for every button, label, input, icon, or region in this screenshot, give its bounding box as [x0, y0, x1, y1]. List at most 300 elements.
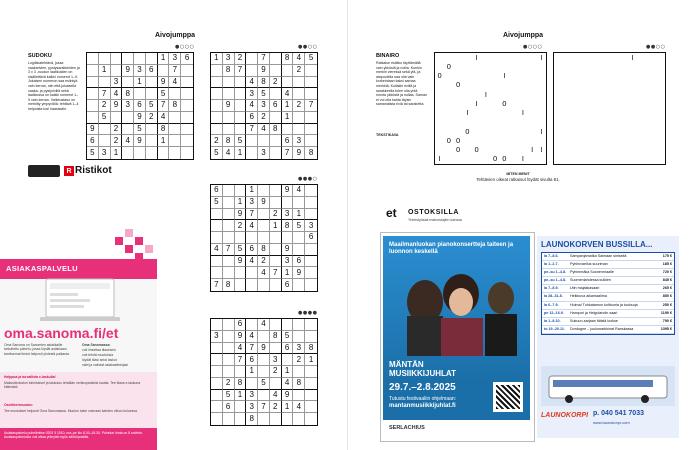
- sudoku-cell[interactable]: [169, 112, 181, 124]
- binairo-cell[interactable]: [600, 72, 609, 81]
- binairo-cell[interactable]: I: [540, 127, 543, 136]
- binairo-cell[interactable]: [537, 118, 546, 127]
- sudoku-cell[interactable]: [305, 279, 317, 291]
- binairo-cell[interactable]: [591, 53, 600, 62]
- launo-web[interactable]: www.launokorpi.com: [593, 420, 630, 425]
- binairo-cell[interactable]: [472, 118, 481, 127]
- sudoku-cell[interactable]: 6: [181, 53, 193, 65]
- sudoku-cell[interactable]: [211, 256, 223, 268]
- sudoku-cell[interactable]: 9: [282, 244, 294, 256]
- ad-url[interactable]: oma.sanoma.fi/et: [4, 325, 119, 341]
- sudoku-cell[interactable]: [211, 343, 223, 355]
- binairo-cell[interactable]: [573, 62, 582, 71]
- sudoku-cell[interactable]: [181, 88, 193, 100]
- sudoku-cell[interactable]: 8: [169, 100, 181, 112]
- binairo-cell[interactable]: 0: [446, 136, 452, 145]
- binairo-cell[interactable]: [554, 62, 563, 71]
- sudoku-cell[interactable]: 8: [270, 331, 282, 343]
- binairo-cell[interactable]: [656, 118, 665, 127]
- sudoku-cell[interactable]: 3: [169, 53, 181, 65]
- sudoku-cell[interactable]: 5: [146, 100, 158, 112]
- sudoku-cell[interactable]: [235, 267, 247, 279]
- binairo-cell[interactable]: [491, 81, 500, 90]
- binairo-cell[interactable]: [647, 136, 656, 145]
- binairo-cell[interactable]: [656, 136, 665, 145]
- binairo-cell[interactable]: [472, 81, 481, 90]
- binairo-cell[interactable]: [454, 127, 463, 136]
- sudoku-cell[interactable]: [305, 65, 317, 77]
- binairo-cell[interactable]: [528, 127, 537, 136]
- binairo-cell[interactable]: [435, 99, 444, 108]
- binairo-cell[interactable]: [491, 53, 500, 62]
- sudoku-cell[interactable]: [158, 147, 170, 159]
- binairo-cell[interactable]: [444, 118, 453, 127]
- sudoku-cell[interactable]: [134, 147, 146, 159]
- sudoku-cell[interactable]: [211, 100, 223, 112]
- sudoku-cell[interactable]: 5: [235, 244, 247, 256]
- sudoku-cell[interactable]: [246, 279, 258, 291]
- sudoku-cell[interactable]: [246, 65, 258, 77]
- sudoku-cell[interactable]: 6: [211, 185, 223, 197]
- binairo-cell[interactable]: [435, 53, 444, 62]
- binairo-cell[interactable]: [600, 53, 609, 62]
- binairo-cell[interactable]: [582, 62, 591, 71]
- binairo-cell[interactable]: [481, 62, 490, 71]
- binairo-cell[interactable]: [591, 109, 600, 118]
- sudoku-cell[interactable]: [169, 124, 181, 136]
- sudoku-cell[interactable]: 4: [293, 401, 305, 413]
- sudoku-cell[interactable]: [282, 413, 294, 425]
- sudoku-cell[interactable]: [122, 124, 134, 136]
- binairo-cell[interactable]: [463, 118, 472, 127]
- sudoku-cell[interactable]: [270, 256, 282, 268]
- sudoku-cell[interactable]: [305, 319, 317, 331]
- binairo-cell[interactable]: [573, 155, 582, 164]
- binairo-grid-1[interactable]: [434, 52, 547, 165]
- binairo-cell[interactable]: [518, 53, 527, 62]
- sudoku-cell[interactable]: [270, 197, 282, 209]
- binairo-cell[interactable]: [509, 136, 518, 145]
- binairo-cell[interactable]: [573, 109, 582, 118]
- sudoku-cell[interactable]: [282, 65, 294, 77]
- sudoku-cell[interactable]: 8: [223, 279, 235, 291]
- binairo-cell[interactable]: [554, 146, 563, 155]
- sudoku-cell[interactable]: 6: [223, 401, 235, 413]
- binairo-cell[interactable]: [591, 81, 600, 90]
- sudoku-cell[interactable]: 5: [305, 53, 317, 65]
- binairo-cell[interactable]: [518, 90, 527, 99]
- binairo-cell[interactable]: [518, 127, 527, 136]
- sudoku-cell[interactable]: 6: [87, 135, 99, 147]
- binairo-cell[interactable]: [537, 109, 546, 118]
- sudoku-cell[interactable]: [223, 267, 235, 279]
- binairo-cell[interactable]: [518, 118, 527, 127]
- sudoku-cell[interactable]: [235, 77, 247, 89]
- binairo-cell[interactable]: [600, 99, 609, 108]
- binairo-cell[interactable]: [537, 90, 546, 99]
- binairo-cell[interactable]: I: [540, 53, 543, 62]
- binairo-cell[interactable]: I: [438, 155, 441, 164]
- binairo-cell[interactable]: [573, 81, 582, 90]
- binairo-cell[interactable]: [528, 62, 537, 71]
- sudoku-cell[interactable]: 3: [122, 100, 134, 112]
- sudoku-cell[interactable]: 3: [246, 401, 258, 413]
- sudoku-cell[interactable]: [111, 53, 123, 65]
- binairo-cell[interactable]: [554, 90, 563, 99]
- sudoku-cell[interactable]: [223, 366, 235, 378]
- binairo-cell[interactable]: [647, 72, 656, 81]
- binairo-cell[interactable]: [563, 146, 572, 155]
- sudoku-cell[interactable]: [146, 135, 158, 147]
- binairo-cell[interactable]: [463, 146, 472, 155]
- binairo-cell[interactable]: [619, 99, 628, 108]
- binairo-cell[interactable]: [500, 136, 509, 145]
- sudoku-cell[interactable]: 6: [146, 65, 158, 77]
- sudoku-cell[interactable]: 6: [134, 100, 146, 112]
- sudoku-cell[interactable]: [134, 53, 146, 65]
- binairo-cell[interactable]: [647, 90, 656, 99]
- sudoku-cell[interactable]: [246, 232, 258, 244]
- sudoku-cell[interactable]: 9: [258, 65, 270, 77]
- sudoku-cell[interactable]: [305, 197, 317, 209]
- sudoku-cell[interactable]: [211, 354, 223, 366]
- binairo-cell[interactable]: [563, 136, 572, 145]
- binairo-cell[interactable]: [463, 72, 472, 81]
- sudoku-cell[interactable]: 1: [235, 147, 247, 159]
- sudoku-cell[interactable]: [293, 88, 305, 100]
- binairo-cell[interactable]: [628, 90, 637, 99]
- launo-phone[interactable]: p. 040 541 7033: [593, 410, 644, 417]
- sudoku-cell[interactable]: [223, 209, 235, 221]
- binairo-cell[interactable]: [637, 90, 646, 99]
- binairo-cell[interactable]: [500, 81, 509, 90]
- binairo-cell[interactable]: [619, 146, 628, 155]
- sudoku-cell[interactable]: [169, 135, 181, 147]
- sudoku-cell[interactable]: 9: [293, 147, 305, 159]
- binairo-cell[interactable]: [610, 53, 619, 62]
- binairo-cell[interactable]: I: [475, 99, 478, 108]
- sudoku-cell[interactable]: [146, 88, 158, 100]
- binairo-cell[interactable]: [435, 81, 444, 90]
- sudoku-cell[interactable]: [211, 112, 223, 124]
- sudoku-cell[interactable]: 4: [258, 319, 270, 331]
- sudoku-cell[interactable]: [134, 88, 146, 100]
- binairo-cell[interactable]: [491, 146, 500, 155]
- binairo-cell[interactable]: [554, 81, 563, 90]
- sudoku-cell[interactable]: [211, 124, 223, 136]
- binairo-cell[interactable]: [600, 127, 609, 136]
- binairo-cell[interactable]: [509, 155, 518, 164]
- sudoku-cell[interactable]: [270, 135, 282, 147]
- binairo-cell[interactable]: [600, 118, 609, 127]
- sudoku-cell[interactable]: [223, 319, 235, 331]
- binairo-cell[interactable]: [472, 90, 481, 99]
- binairo-cell[interactable]: [528, 99, 537, 108]
- binairo-cell[interactable]: [600, 146, 609, 155]
- binairo-cell[interactable]: [563, 127, 572, 136]
- binairo-cell[interactable]: [509, 99, 518, 108]
- binairo-cell[interactable]: [610, 81, 619, 90]
- binairo-cell[interactable]: [591, 72, 600, 81]
- binairo-cell[interactable]: [481, 53, 490, 62]
- sudoku-cell[interactable]: 6: [282, 343, 294, 355]
- sudoku-cell[interactable]: 2: [293, 100, 305, 112]
- binairo-cell[interactable]: [610, 109, 619, 118]
- binairo-cell[interactable]: [582, 81, 591, 90]
- binairo-cell[interactable]: [481, 109, 490, 118]
- sudoku-cell[interactable]: 8: [235, 378, 247, 390]
- sudoku-cell[interactable]: [258, 390, 270, 402]
- binairo-cell[interactable]: [481, 155, 490, 164]
- sudoku-cell[interactable]: [211, 232, 223, 244]
- binairo-cell[interactable]: [518, 136, 527, 145]
- sudoku-cell[interactable]: [293, 319, 305, 331]
- sudoku-cell[interactable]: 9: [235, 209, 247, 221]
- binairo-cell[interactable]: [656, 53, 665, 62]
- sudoku-cell[interactable]: 9: [223, 100, 235, 112]
- binairo-cell[interactable]: [637, 99, 646, 108]
- binairo-cell[interactable]: [537, 81, 546, 90]
- binairo-cell[interactable]: [582, 53, 591, 62]
- sudoku-cell[interactable]: [146, 147, 158, 159]
- sudoku-cell[interactable]: 2: [293, 65, 305, 77]
- binairo-cell[interactable]: [582, 109, 591, 118]
- sudoku-cell[interactable]: [282, 77, 294, 89]
- sudoku-cell[interactable]: [258, 279, 270, 291]
- sudoku-cell[interactable]: 4: [246, 256, 258, 268]
- binairo-cell[interactable]: 0: [502, 155, 507, 164]
- binairo-cell[interactable]: [554, 53, 563, 62]
- binairo-cell[interactable]: [500, 118, 509, 127]
- binairo-cell[interactable]: [537, 155, 546, 164]
- binairo-cell[interactable]: [573, 146, 582, 155]
- binairo-cell[interactable]: 0: [455, 146, 461, 155]
- sudoku-cell[interactable]: 2: [293, 354, 305, 366]
- binairo-cell[interactable]: [435, 62, 444, 71]
- binairo-cell[interactable]: [454, 53, 463, 62]
- binairo-cell[interactable]: [509, 62, 518, 71]
- sudoku-cell[interactable]: 7: [270, 267, 282, 279]
- sudoku-cell[interactable]: [270, 413, 282, 425]
- sudoku-cell[interactable]: 1: [235, 197, 247, 209]
- binairo-cell[interactable]: [582, 99, 591, 108]
- binairo-cell[interactable]: [528, 109, 537, 118]
- binairo-cell[interactable]: [518, 81, 527, 90]
- binairo-cell[interactable]: [491, 62, 500, 71]
- sudoku-cell[interactable]: 6: [282, 135, 294, 147]
- sudoku-cell[interactable]: 1: [282, 112, 294, 124]
- sudoku-cell[interactable]: [293, 112, 305, 124]
- sudoku-grid-2[interactable]: [210, 52, 318, 160]
- sudoku-cell[interactable]: 4: [169, 77, 181, 89]
- sudoku-cell[interactable]: 4: [293, 185, 305, 197]
- binairo-cell[interactable]: 0: [455, 81, 461, 90]
- binairo-cell[interactable]: [619, 62, 628, 71]
- sudoku-cell[interactable]: [258, 366, 270, 378]
- binairo-cell[interactable]: [563, 62, 572, 71]
- sudoku-cell[interactable]: [223, 88, 235, 100]
- sudoku-cell[interactable]: [211, 77, 223, 89]
- binairo-cell[interactable]: [509, 72, 518, 81]
- binairo-cell[interactable]: [563, 109, 572, 118]
- sudoku-cell[interactable]: 7: [258, 401, 270, 413]
- sudoku-cell[interactable]: 6: [246, 244, 258, 256]
- sudoku-cell[interactable]: 3: [293, 135, 305, 147]
- sudoku-cell[interactable]: [181, 112, 193, 124]
- sudoku-cell[interactable]: 5: [258, 88, 270, 100]
- binairo-cell[interactable]: [463, 99, 472, 108]
- binairo-cell[interactable]: [472, 72, 481, 81]
- binairo-cell[interactable]: [491, 127, 500, 136]
- sudoku-cell[interactable]: 6: [293, 256, 305, 268]
- binairo-cell[interactable]: [481, 72, 490, 81]
- binairo-cell[interactable]: [509, 53, 518, 62]
- sudoku-cell[interactable]: 5: [99, 112, 111, 124]
- binairo-cell[interactable]: [637, 53, 646, 62]
- binairo-cell[interactable]: [518, 72, 527, 81]
- sudoku-cell[interactable]: 7: [246, 343, 258, 355]
- binairo-cell[interactable]: [628, 118, 637, 127]
- sudoku-cell[interactable]: [223, 112, 235, 124]
- sudoku-cell[interactable]: [293, 279, 305, 291]
- binairo-cell[interactable]: [610, 99, 619, 108]
- binairo-cell[interactable]: [637, 146, 646, 155]
- binairo-cell[interactable]: [528, 136, 537, 145]
- sudoku-cell[interactable]: [258, 232, 270, 244]
- sudoku-cell[interactable]: [169, 88, 181, 100]
- binairo-cell[interactable]: [444, 81, 453, 90]
- sudoku-cell[interactable]: [270, 88, 282, 100]
- binairo-cell[interactable]: [463, 81, 472, 90]
- binairo-cell[interactable]: [444, 155, 453, 164]
- binairo-cell[interactable]: [435, 109, 444, 118]
- binairo-cell[interactable]: [619, 155, 628, 164]
- sudoku-cell[interactable]: [211, 88, 223, 100]
- sudoku-cell[interactable]: 6: [246, 112, 258, 124]
- binairo-cell[interactable]: 0: [455, 136, 461, 145]
- sudoku-cell[interactable]: [211, 209, 223, 221]
- sudoku-cell[interactable]: 8: [122, 88, 134, 100]
- binairo-cell[interactable]: [610, 127, 619, 136]
- sudoku-cell[interactable]: [211, 413, 223, 425]
- sudoku-cell[interactable]: [181, 100, 193, 112]
- binairo-cell[interactable]: [582, 127, 591, 136]
- sudoku-cell[interactable]: 2: [99, 100, 111, 112]
- sudoku-cell[interactable]: [270, 378, 282, 390]
- sudoku-cell[interactable]: [270, 244, 282, 256]
- binairo-cell[interactable]: [518, 99, 527, 108]
- sudoku-cell[interactable]: 2: [270, 77, 282, 89]
- sudoku-cell[interactable]: 4: [270, 390, 282, 402]
- binairo-cell[interactable]: [647, 127, 656, 136]
- sudoku-cell[interactable]: 3: [258, 100, 270, 112]
- binairo-cell[interactable]: 0: [446, 62, 452, 71]
- binairo-cell[interactable]: [573, 53, 582, 62]
- binairo-cell[interactable]: [600, 155, 609, 164]
- binairo-cell[interactable]: [491, 118, 500, 127]
- binairo-cell[interactable]: I: [503, 72, 506, 81]
- sudoku-cell[interactable]: 2: [111, 135, 123, 147]
- binairo-cell[interactable]: [454, 90, 463, 99]
- sudoku-cell[interactable]: 7: [99, 88, 111, 100]
- sudoku-cell[interactable]: 9: [282, 185, 294, 197]
- sudoku-cell[interactable]: 7: [211, 279, 223, 291]
- sudoku-cell[interactable]: [235, 100, 247, 112]
- sudoku-cell[interactable]: [246, 267, 258, 279]
- sudoku-cell[interactable]: 8: [293, 378, 305, 390]
- sudoku-cell[interactable]: 1: [158, 135, 170, 147]
- sudoku-cell[interactable]: 9: [293, 267, 305, 279]
- binairo-cell[interactable]: [454, 118, 463, 127]
- sudoku-cell[interactable]: 9: [134, 135, 146, 147]
- sudoku-cell[interactable]: 3: [99, 147, 111, 159]
- sudoku-cell[interactable]: 9: [158, 77, 170, 89]
- sudoku-cell[interactable]: 2: [111, 124, 123, 136]
- sudoku-grid-3[interactable]: [210, 184, 318, 292]
- binairo-cell[interactable]: [573, 136, 582, 145]
- binairo-cell[interactable]: [647, 99, 656, 108]
- sudoku-cell[interactable]: 9: [111, 100, 123, 112]
- binairo-cell[interactable]: 0: [474, 146, 479, 155]
- sudoku-cell[interactable]: [223, 220, 235, 232]
- sudoku-cell[interactable]: 3: [282, 209, 294, 221]
- sudoku-cell[interactable]: 3: [223, 53, 235, 65]
- sudoku-cell[interactable]: 1: [282, 366, 294, 378]
- sudoku-cell[interactable]: [122, 112, 134, 124]
- binairo-cell[interactable]: [628, 99, 637, 108]
- binairo-cell[interactable]: [573, 118, 582, 127]
- sudoku-cell[interactable]: 3: [134, 65, 146, 77]
- sudoku-cell[interactable]: [122, 53, 134, 65]
- binairo-cell[interactable]: [600, 90, 609, 99]
- sudoku-cell[interactable]: 5: [211, 147, 223, 159]
- sudoku-cell[interactable]: 9: [258, 197, 270, 209]
- binairo-cell[interactable]: [647, 81, 656, 90]
- binairo-cell[interactable]: I: [540, 146, 543, 155]
- binairo-cell[interactable]: [563, 72, 572, 81]
- binairo-cell[interactable]: [628, 62, 637, 71]
- sudoku-cell[interactable]: [99, 124, 111, 136]
- sudoku-cell[interactable]: [99, 135, 111, 147]
- sudoku-cell[interactable]: [270, 147, 282, 159]
- binairo-cell[interactable]: [481, 99, 490, 108]
- binairo-cell[interactable]: [563, 99, 572, 108]
- binairo-cell[interactable]: [637, 155, 646, 164]
- binairo-cell[interactable]: [554, 99, 563, 108]
- sudoku-cell[interactable]: [293, 390, 305, 402]
- sudoku-cell[interactable]: 1: [111, 147, 123, 159]
- sudoku-cell[interactable]: 4: [246, 220, 258, 232]
- binairo-cell[interactable]: [628, 155, 637, 164]
- sudoku-cell[interactable]: 6: [235, 319, 247, 331]
- sudoku-cell[interactable]: [235, 88, 247, 100]
- sudoku-cell[interactable]: 3: [282, 256, 294, 268]
- sudoku-cell[interactable]: [223, 232, 235, 244]
- sudoku-cell[interactable]: 4: [246, 77, 258, 89]
- binairo-cell[interactable]: I: [484, 90, 487, 99]
- sudoku-cell[interactable]: 6: [270, 100, 282, 112]
- sudoku-cell[interactable]: 8: [282, 220, 294, 232]
- binairo-cell[interactable]: [656, 90, 665, 99]
- sudoku-cell[interactable]: 9: [134, 112, 146, 124]
- sudoku-cell[interactable]: 7: [246, 124, 258, 136]
- sudoku-cell[interactable]: [293, 232, 305, 244]
- binairo-cell[interactable]: [647, 109, 656, 118]
- sudoku-cell[interactable]: 1: [282, 100, 294, 112]
- binairo-cell[interactable]: [656, 155, 665, 164]
- sudoku-cell[interactable]: 7: [282, 147, 294, 159]
- sudoku-cell[interactable]: 2: [258, 256, 270, 268]
